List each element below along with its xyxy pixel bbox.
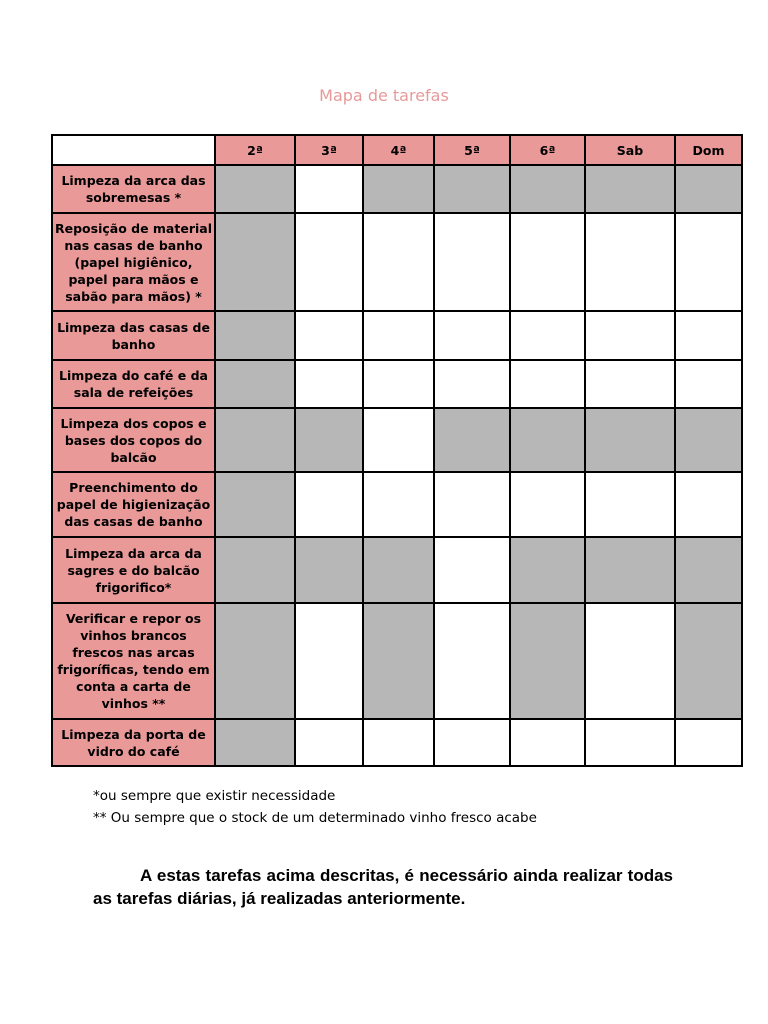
schedule-cell [675,719,742,766]
schedule-cell [510,311,585,360]
schedule-cell [363,311,434,360]
schedule-cell [585,311,675,360]
schedule-cell [295,165,363,213]
schedule-cell-shaded [510,537,585,603]
schedule-cell-shaded [363,165,434,213]
schedule-cell-shaded [675,408,742,472]
schedule-cell-shaded [363,537,434,603]
table-row [52,603,742,719]
schedule-cell [585,360,675,408]
task-label: Verificar e repor os vinhos brancos frescos nas arcas frigoríficas, tendo em conta a carta de vinhos ** [52,603,215,719]
schedule-cell [510,213,585,311]
schedule-cell [675,213,742,311]
schedule-cell [295,360,363,408]
schedule-cell-shaded [215,603,295,719]
schedule-cell-shaded [215,537,295,603]
schedule-cell-shaded [510,408,585,472]
table-row [52,719,742,766]
schedule-cell [510,472,585,537]
schedule-cell [295,213,363,311]
schedule-cell [295,603,363,719]
schedule-cell-shaded [215,719,295,766]
schedule-cell [585,603,675,719]
task-label: Limpeza da porta de vidro do café [52,719,215,766]
schedule-cell-shaded [585,165,675,213]
schedule-cell [434,311,510,360]
day-header: Sab [585,135,675,165]
schedule-cell-shaded [295,408,363,472]
schedule-cell [363,472,434,537]
schedule-cell-shaded [215,213,295,311]
schedule-cell-shaded [295,537,363,603]
schedule-cell-shaded [510,603,585,719]
schedule-cell-shaded [675,165,742,213]
table-row [52,408,742,472]
task-label: Reposição de material nas casas de banho (papel higiênico, papel para mãos e sabão para mãos) * [52,213,215,311]
task-label: Limpeza da arca da sagres e do balcão frigorifico* [52,537,215,603]
schedule-cell-shaded [585,408,675,472]
schedule-cell-shaded [215,311,295,360]
footnotes [93,785,537,829]
task-label: Limpeza dos copos e bases dos copos do balcão [52,408,215,472]
schedule-cell-shaded [675,537,742,603]
task-schedule-table [51,134,743,767]
task-label: Limpeza do café e da sala de refeições [52,360,215,408]
schedule-cell-shaded [215,408,295,472]
schedule-cell [675,311,742,360]
table-row [52,537,742,603]
task-label: Limpeza da arca das sobremesas * [52,165,215,213]
schedule-cell [675,472,742,537]
table-row [52,213,742,311]
schedule-cell-shaded [215,472,295,537]
task-label: Limpeza das casas de banho [52,311,215,360]
schedule-cell [295,311,363,360]
table-row [52,165,742,213]
schedule-cell-shaded [215,360,295,408]
day-header: 2ª [215,135,295,165]
schedule-cell [434,603,510,719]
footnote: *ou sempre que existir necessidade [93,788,336,804]
closing-paragraph: A estas tarefas acima descritas, é necessário ainda realizar todas as tarefas diárias, já realizadas anteriormente. [93,866,673,908]
schedule-cell [585,719,675,766]
day-header: Dom [675,135,742,165]
schedule-cell [434,719,510,766]
table-row [52,311,742,360]
schedule-cell [363,408,434,472]
schedule-cell [434,213,510,311]
table-row [52,472,742,537]
schedule-cell-shaded [585,537,675,603]
schedule-cell-shaded [675,603,742,719]
schedule-cell [295,472,363,537]
schedule-cell-shaded [215,165,295,213]
schedule-cell-shaded [510,165,585,213]
schedule-cell [585,213,675,311]
schedule-cell [434,360,510,408]
schedule-cell [675,360,742,408]
day-header: 3ª [295,135,363,165]
schedule-cell-shaded [363,603,434,719]
schedule-cell [510,360,585,408]
table-row [52,360,742,408]
schedule-cell [363,719,434,766]
schedule-cell [434,472,510,537]
day-header: 6ª [510,135,585,165]
day-header: 4ª [363,135,434,165]
schedule-cell [363,213,434,311]
task-label: Preenchimento do papel de higienização das casas de banho [52,472,215,537]
schedule-cell-shaded [434,165,510,213]
schedule-cell-shaded [434,408,510,472]
schedule-cell [510,719,585,766]
schedule-cell [295,719,363,766]
header-row [52,135,742,165]
page-title: Mapa de tarefas [319,86,449,105]
corner-cell [52,135,215,165]
day-header: 5ª [434,135,510,165]
schedule-cell [363,360,434,408]
schedule-cell [585,472,675,537]
schedule-cell [434,537,510,603]
footnote: ** Ou sempre que o stock de um determinado vinho fresco acabe [93,810,537,826]
